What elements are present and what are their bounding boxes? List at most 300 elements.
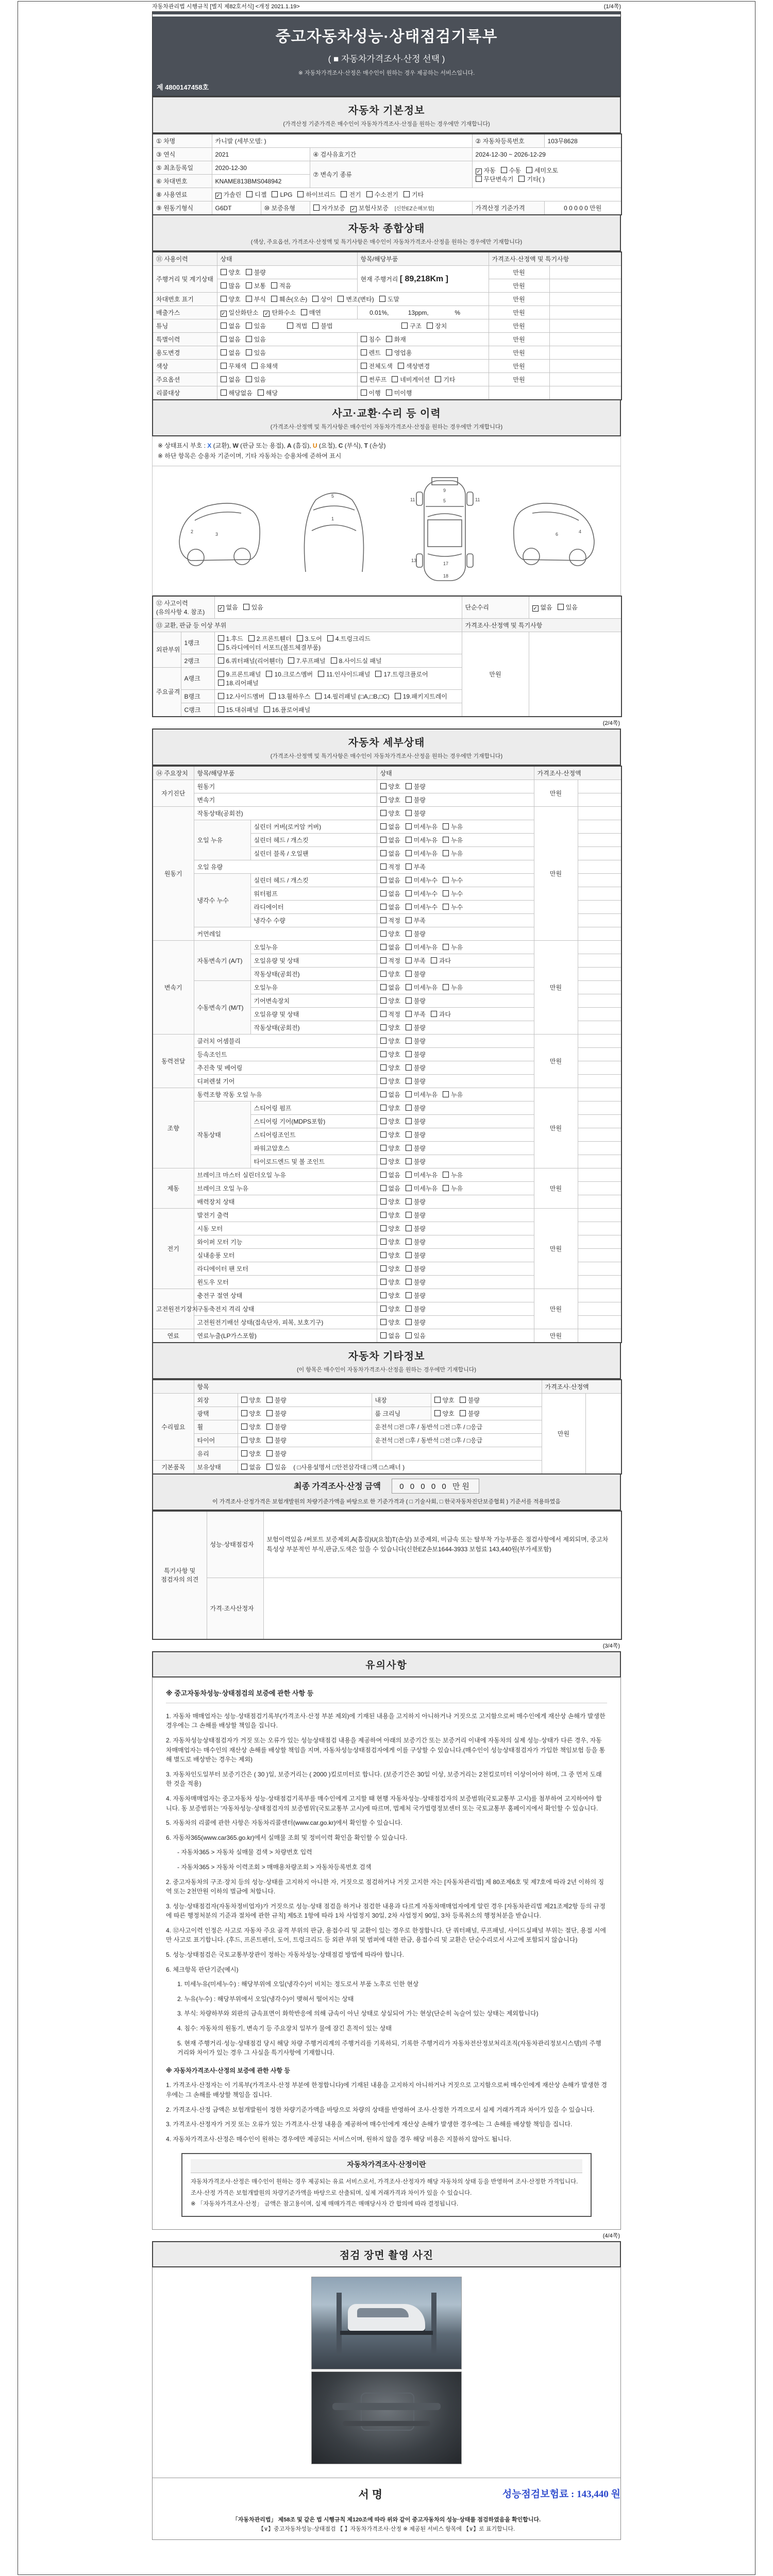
- checkbox[interactable]: [406, 1051, 412, 1057]
- checkbox[interactable]: [318, 671, 324, 677]
- checkbox[interactable]: [272, 191, 278, 197]
- option: [380, 1050, 400, 1059]
- checkbox[interactable]: [401, 323, 408, 329]
- checkbox[interactable]: [221, 363, 227, 369]
- checkbox[interactable]: [406, 1239, 412, 1245]
- option-label: 있음: [254, 323, 266, 330]
- checkbox[interactable]: [427, 323, 433, 329]
- checkbox[interactable]: [221, 349, 227, 355]
- checkbox[interactable]: [406, 1038, 412, 1044]
- note-cell: [578, 927, 621, 940]
- note-cell: [578, 1021, 621, 1034]
- option: [361, 348, 381, 357]
- option-label: 양호: [388, 1104, 400, 1112]
- checkbox[interactable]: [218, 635, 224, 641]
- checkbox[interactable]: [246, 282, 252, 289]
- checkbox[interactable]: [406, 930, 412, 937]
- option-label: 미세누유: [413, 836, 438, 844]
- checkbox[interactable]: [406, 957, 412, 963]
- option-label: 기타: [412, 191, 424, 198]
- checkbox[interactable]: [246, 191, 253, 197]
- checkbox[interactable]: [246, 336, 252, 342]
- checkbox[interactable]: [380, 1198, 386, 1205]
- checkbox[interactable]: [380, 863, 386, 870]
- checkbox[interactable]: [435, 376, 441, 382]
- checkbox[interactable]: [380, 1292, 386, 1298]
- option: [380, 1197, 400, 1206]
- option-label: LPG: [280, 191, 293, 198]
- option-label: 18.리어패널: [226, 679, 259, 687]
- checkbox[interactable]: [406, 1105, 412, 1111]
- checkbox[interactable]: [221, 376, 227, 382]
- option: [406, 1050, 426, 1059]
- option: [380, 983, 400, 992]
- checkbox[interactable]: [406, 1252, 412, 1258]
- checkbox[interactable]: [380, 1279, 386, 1285]
- option: [380, 903, 400, 911]
- checkbox[interactable]: [266, 1397, 273, 1403]
- checkbox[interactable]: [246, 296, 252, 302]
- notice-paragraph: 3. 부식: 차량하부와 외판의 금속표면이 화학반응에 의해 금속이 아닌 상태로 상실되어 가는 현상(단순히 녹슬어 있는 상태는 제외합니다): [177, 2010, 539, 2018]
- checkbox[interactable]: [406, 1185, 412, 1191]
- checkbox[interactable]: [406, 890, 412, 896]
- option-label: 9.프론트패널: [226, 670, 261, 678]
- option: [380, 1144, 400, 1153]
- checkbox[interactable]: [271, 296, 277, 302]
- checkbox[interactable]: [398, 363, 404, 369]
- checkbox[interactable]: [241, 1464, 247, 1470]
- note-cell: [549, 266, 621, 279]
- checkbox[interactable]: [301, 309, 307, 315]
- item-label: 동력조향 작동 오일 누유: [194, 1088, 377, 1101]
- checkbox[interactable]: [380, 1145, 386, 1151]
- item-label: 클러치 어셈블리: [194, 1034, 377, 1047]
- checkbox[interactable]: [266, 1410, 273, 1416]
- symbol-C: C: [338, 442, 343, 449]
- checkbox[interactable]: [443, 904, 449, 910]
- checkbox[interactable]: [246, 323, 252, 329]
- info-box-line: 자동차가격조사·산정은 매수인이 원하는 경우 제공되는 유료 서비스로서, 가격조사·산정자가 해당 자동차의 상태 등을 반영하여 조사·산정한 가격입니다.: [191, 2179, 578, 2185]
- checkbox[interactable]: [366, 191, 373, 197]
- detail-row: [153, 1289, 621, 1302]
- checkbox[interactable]: [443, 944, 449, 950]
- price-cell: 만원: [534, 1088, 578, 1168]
- checkbox[interactable]: [380, 1225, 386, 1231]
- checkbox[interactable]: [443, 1172, 449, 1178]
- checkbox[interactable]: [406, 823, 412, 829]
- checkbox[interactable]: [406, 1292, 412, 1298]
- checkbox[interactable]: [443, 850, 449, 856]
- info-box-line: ※ 「자동차가격조사·산정」 금액은 참고용이며, 실제 매매가격은 매매당사자 간 합의에 따라 결정됩니다.: [191, 2201, 459, 2208]
- checkbox[interactable]: [406, 1158, 412, 1164]
- price-cell: 만원: [489, 266, 549, 279]
- checkbox[interactable]: [380, 944, 386, 950]
- interior-options: [431, 1393, 542, 1406]
- checkbox[interactable]: [246, 376, 252, 382]
- checkbox[interactable]: [526, 167, 532, 173]
- checkbox[interactable]: [380, 837, 386, 843]
- option: [406, 1331, 426, 1340]
- checkbox[interactable]: [218, 693, 224, 699]
- option-label: 불량: [413, 1278, 426, 1286]
- checkbox[interactable]: [248, 635, 255, 641]
- checkbox[interactable]: [406, 810, 412, 816]
- checkbox[interactable]: [406, 1145, 412, 1151]
- checkbox[interactable]: [406, 863, 412, 870]
- checkbox[interactable]: [258, 389, 264, 396]
- option: [406, 970, 426, 978]
- checkbox[interactable]: [266, 1464, 273, 1470]
- checkbox[interactable]: [380, 971, 386, 977]
- checkbox[interactable]: [266, 1423, 273, 1430]
- checkbox-checked[interactable]: ✓: [533, 606, 537, 612]
- checkbox[interactable]: [406, 1212, 412, 1218]
- checkbox-checked[interactable]: ✓: [351, 207, 356, 212]
- checkbox[interactable]: [266, 1450, 273, 1456]
- checkbox[interactable]: [380, 904, 386, 910]
- option-label: 19.패키지트레이: [402, 692, 447, 700]
- checkbox[interactable]: [361, 363, 367, 369]
- checkbox[interactable]: [380, 890, 386, 896]
- checkbox[interactable]: [288, 657, 294, 664]
- checkbox[interactable]: [386, 336, 392, 342]
- checkbox[interactable]: [406, 971, 412, 977]
- option-label: 없음: [228, 349, 241, 357]
- notice-paragraph: 2. 누유(누수) : 해당부위에서 오일(냉각수)이 맺혀서 떨어지는 상태: [177, 1995, 354, 2003]
- checkbox[interactable]: [406, 877, 412, 883]
- checkbox[interactable]: [386, 389, 392, 396]
- checkbox[interactable]: [406, 1279, 412, 1285]
- checkbox[interactable]: [243, 604, 249, 610]
- option: [427, 321, 447, 330]
- checkbox[interactable]: [380, 850, 386, 856]
- hc-value: 13ppm,: [408, 309, 429, 316]
- option-label: 누유: [451, 836, 463, 844]
- option: [380, 1211, 400, 1219]
- checkbox[interactable]: [406, 796, 412, 803]
- notice-paragraph: 1. 자동차 매매업자는 성능·상태점검기록부(가격조사·산정 부분 제외)에 기재된 내용을 고지하지 아니하거나 거짓으로 고지함으로써 매수인에게 재산상 손해가 발생한 경우에는 그 손해를 배상할 책임을 집니다.: [166, 1712, 606, 1730]
- checkbox[interactable]: [476, 176, 482, 182]
- checkbox[interactable]: [380, 877, 386, 883]
- checkbox[interactable]: [380, 1319, 386, 1325]
- checkbox[interactable]: [221, 389, 227, 396]
- checkbox[interactable]: [406, 1332, 412, 1338]
- checkbox[interactable]: [380, 1105, 386, 1111]
- checkbox[interactable]: [380, 917, 386, 923]
- checkbox[interactable]: [327, 635, 333, 641]
- checkbox[interactable]: [380, 1038, 386, 1044]
- checkbox[interactable]: [406, 850, 412, 856]
- checkbox[interactable]: [460, 1397, 466, 1403]
- option-label: 4.트렁크리드: [335, 635, 371, 642]
- detail-row: [153, 1329, 621, 1343]
- checkbox[interactable]: [264, 706, 270, 713]
- option: [443, 903, 463, 911]
- checkbox[interactable]: [380, 1091, 386, 1097]
- checkbox[interactable]: [380, 1172, 386, 1178]
- checkbox[interactable]: [380, 1118, 386, 1124]
- checkbox[interactable]: [380, 1064, 386, 1071]
- option-label: 일산화탄소: [228, 309, 259, 316]
- wheel-positions: 운전석 □전 □후 / 동반석 □전 □후 / □응급: [372, 1420, 542, 1433]
- item-label: 냉각수 수량: [250, 913, 377, 927]
- checkbox[interactable]: [361, 376, 367, 382]
- checkbox[interactable]: [406, 1024, 412, 1030]
- checkbox[interactable]: [313, 205, 320, 211]
- option-label: 있음: [254, 336, 266, 343]
- state-options: [377, 833, 534, 846]
- checkbox[interactable]: [241, 1410, 247, 1416]
- checkbox[interactable]: [406, 1118, 412, 1124]
- checkbox[interactable]: [406, 917, 412, 923]
- checkbox[interactable]: [312, 296, 318, 302]
- option-label: 침수: [368, 336, 381, 343]
- checkbox[interactable]: [406, 783, 412, 789]
- checkbox[interactable]: [287, 323, 293, 329]
- notice-paragraph: 4. 자동차매매업자는 중고자동차 성능·상태점검기록부를 매수인에게 고지할 때 현행 자동차성능·상태점검자의 보증범위(국토교통부 고시)를 첨부하여 고지하여야 합니다. 동 보증범위는 '자동차성능·상태점검자의 보증범위'(국토교통부 고시)에 따르며, 법제처 국가법령정보센터 또는 국토교통부 홈페이지에서 확인할 수 있습니다.: [166, 1794, 602, 1812]
- item-label: 브레이크 오일 누유: [194, 1181, 377, 1195]
- checkbox[interactable]: [434, 1410, 441, 1416]
- checkbox[interactable]: [406, 904, 412, 910]
- option-label: 10.크로스멤버: [274, 670, 313, 678]
- item-label: 추진축 및 베어링: [194, 1061, 377, 1074]
- checkbox[interactable]: [380, 997, 386, 1004]
- checkbox[interactable]: [460, 1410, 466, 1416]
- checkbox[interactable]: [380, 1051, 386, 1057]
- option: [215, 190, 242, 199]
- option: [518, 175, 545, 183]
- checkbox[interactable]: [406, 1091, 412, 1097]
- checkbox[interactable]: [380, 1265, 386, 1272]
- section-title: 자동차 기타정보: [348, 1350, 425, 1362]
- option-label: 있음: [413, 1332, 426, 1340]
- state-options: [377, 1021, 534, 1034]
- checkbox[interactable]: [443, 837, 449, 843]
- checkbox[interactable]: [266, 1437, 273, 1443]
- option-label: 누유: [451, 1171, 463, 1179]
- color-items: [357, 360, 489, 373]
- checkbox[interactable]: [406, 1265, 412, 1272]
- checkbox[interactable]: [406, 1198, 412, 1205]
- item-label: 작동상태(공회전): [250, 1021, 377, 1034]
- state-options: [377, 860, 534, 873]
- option: [218, 705, 259, 714]
- checkbox[interactable]: [218, 657, 224, 664]
- checkbox[interactable]: [241, 1437, 247, 1443]
- state-options: [377, 1289, 534, 1302]
- checkbox[interactable]: [395, 693, 401, 699]
- option: [380, 1130, 400, 1139]
- item-label: 오일누유: [250, 980, 377, 994]
- checkbox[interactable]: [380, 1011, 386, 1017]
- option: [327, 634, 371, 643]
- base-price-label: 가격산정 기준가격: [472, 201, 544, 215]
- checkbox[interactable]: [380, 1306, 386, 1312]
- item-label: 배력장치 상태: [194, 1195, 377, 1208]
- checkbox[interactable]: [443, 984, 449, 990]
- checkbox[interactable]: [361, 389, 367, 396]
- checkbox[interactable]: [404, 191, 410, 197]
- option-label: 양호: [388, 1265, 400, 1273]
- mileage-state-options: [217, 266, 357, 279]
- option: [401, 321, 422, 330]
- checkbox[interactable]: [380, 1252, 386, 1258]
- checkbox[interactable]: [380, 930, 386, 937]
- checkbox[interactable]: [434, 1397, 441, 1403]
- section-photos: [152, 2241, 621, 2267]
- checkbox[interactable]: [380, 1185, 386, 1191]
- checkbox[interactable]: [218, 680, 224, 686]
- checkbox[interactable]: [341, 191, 347, 197]
- option-label: 불량: [413, 1305, 426, 1313]
- checkbox[interactable]: [221, 336, 227, 342]
- checkbox[interactable]: [241, 1450, 247, 1456]
- checkbox[interactable]: [297, 191, 304, 197]
- checkbox[interactable]: [380, 1131, 386, 1138]
- checkbox[interactable]: [406, 1011, 412, 1017]
- checkbox[interactable]: [380, 1078, 386, 1084]
- option: [313, 204, 345, 212]
- symbol-A: A: [287, 442, 292, 449]
- state-options: [377, 1262, 534, 1275]
- checkbox[interactable]: [406, 1319, 412, 1325]
- checkbox[interactable]: [558, 604, 564, 610]
- checkbox[interactable]: [270, 693, 276, 699]
- checkbox[interactable]: [241, 1397, 247, 1403]
- option: [246, 335, 266, 344]
- checkbox[interactable]: [246, 269, 252, 275]
- option-label: 양호: [228, 269, 241, 276]
- checkbox[interactable]: [380, 1239, 386, 1245]
- checkbox[interactable]: [218, 706, 224, 713]
- option-label: 불량: [274, 1423, 287, 1431]
- opinion-group-label: 특기사항 및 점검자의 의견: [153, 1511, 207, 1639]
- checkbox[interactable]: [297, 635, 303, 641]
- option: [443, 836, 463, 844]
- checkbox[interactable]: [361, 349, 367, 355]
- simple-repair-label: 단순수리: [462, 596, 529, 619]
- checkbox[interactable]: [380, 796, 386, 803]
- checkbox[interactable]: [431, 1011, 437, 1017]
- checkbox[interactable]: [380, 1158, 386, 1164]
- symbol-desc: (흠집),: [291, 442, 313, 449]
- checkbox[interactable]: [406, 1225, 412, 1231]
- checkbox-checked[interactable]: ✓: [264, 311, 269, 317]
- item-label: 실린더 블록 / 오일팬: [250, 846, 377, 860]
- checkbox[interactable]: [406, 944, 412, 950]
- option: [431, 1010, 451, 1019]
- option: [406, 1197, 426, 1206]
- checkbox[interactable]: [312, 323, 318, 329]
- checkbox[interactable]: [443, 890, 449, 896]
- option: [380, 1251, 400, 1260]
- checkbox[interactable]: [266, 671, 272, 677]
- checkbox[interactable]: [379, 296, 385, 302]
- checkbox[interactable]: [386, 349, 392, 355]
- checkbox[interactable]: [221, 323, 227, 329]
- checkbox-checked[interactable]: ✓: [219, 606, 223, 612]
- appraiser-opinion: [263, 1578, 621, 1639]
- checkbox[interactable]: [380, 1332, 386, 1338]
- checkbox[interactable]: [331, 657, 337, 664]
- checkbox[interactable]: [361, 336, 367, 342]
- checkbox[interactable]: [218, 644, 224, 650]
- checkbox[interactable]: [501, 167, 507, 173]
- state-options: [377, 913, 534, 927]
- checkbox[interactable]: [443, 1185, 449, 1191]
- checkbox[interactable]: [443, 877, 449, 883]
- checkbox[interactable]: [221, 296, 227, 302]
- option-label: 불량: [413, 796, 426, 804]
- section-subtitle: (가격조사·산정액 및 특기사항은 매수인이 자동차가격조사·산정을 원하는 경우에만 기재합니다): [270, 753, 503, 759]
- checkbox-checked[interactable]: ✓: [221, 311, 226, 317]
- option: [406, 1117, 426, 1126]
- item-label: 작동상태(공회전): [194, 806, 377, 820]
- checkbox[interactable]: [406, 837, 412, 843]
- option: [248, 634, 292, 643]
- option: [246, 190, 266, 199]
- checkbox[interactable]: [375, 671, 381, 677]
- option: [380, 1077, 400, 1086]
- checkbox[interactable]: [406, 1078, 412, 1084]
- price-cell: 만원: [489, 319, 549, 333]
- checkbox[interactable]: [406, 1131, 412, 1138]
- checkbox[interactable]: [380, 984, 386, 990]
- checkbox[interactable]: [271, 282, 277, 289]
- option: [443, 1184, 463, 1193]
- checkbox[interactable]: [246, 349, 252, 355]
- checkbox[interactable]: [406, 1172, 412, 1178]
- checkbox[interactable]: [380, 783, 386, 789]
- checkbox[interactable]: [218, 671, 224, 677]
- option-label: 과다: [439, 957, 451, 964]
- checkbox[interactable]: [406, 997, 412, 1004]
- option: [266, 1436, 287, 1445]
- checkbox-checked[interactable]: ✓: [476, 168, 481, 175]
- checkbox[interactable]: [221, 269, 227, 275]
- checkbox[interactable]: [221, 282, 227, 289]
- option-label: 11.인사이드패널: [326, 670, 371, 678]
- checkbox[interactable]: [241, 1423, 247, 1430]
- checkbox[interactable]: [380, 1212, 386, 1218]
- checkbox[interactable]: [392, 376, 398, 382]
- option: [443, 1090, 463, 1099]
- checkbox[interactable]: [380, 810, 386, 816]
- state-options: [377, 1195, 534, 1208]
- polish-label: 광택: [194, 1406, 238, 1420]
- state-options: [377, 1007, 534, 1021]
- checkbox[interactable]: [251, 363, 258, 369]
- checkbox[interactable]: [443, 1091, 449, 1097]
- checkbox[interactable]: [406, 1306, 412, 1312]
- inspection-period-label: ④ 검사유효기간: [310, 148, 472, 161]
- checkbox[interactable]: [380, 823, 386, 829]
- notice-paragraph: 2. 중고자동차의 구조·장치 등의 성능·상태를 고지하지 아니한 자, 거짓으로 점검하거나 거짓 고지한 자는 [자동차관리법] 제 80조제6호 및 제7호에 따라 2년 이하의 징역 또는 2천만원 이하의 벌금에 처합니다.: [166, 1878, 604, 1895]
- checkbox[interactable]: [443, 823, 449, 829]
- option-label: 불량: [413, 1131, 426, 1139]
- checkbox[interactable]: [380, 1024, 386, 1030]
- option-label: 1.후드: [226, 635, 243, 642]
- checkbox[interactable]: [315, 693, 322, 699]
- checkbox[interactable]: [338, 296, 344, 302]
- checkbox-checked[interactable]: ✓: [216, 193, 221, 199]
- checkbox[interactable]: [518, 176, 525, 182]
- checkbox[interactable]: [431, 957, 437, 963]
- option-label: 13.휠하우스: [278, 692, 311, 700]
- checkbox[interactable]: [406, 1064, 412, 1071]
- checkbox[interactable]: [406, 984, 412, 990]
- checkbox[interactable]: [380, 957, 386, 963]
